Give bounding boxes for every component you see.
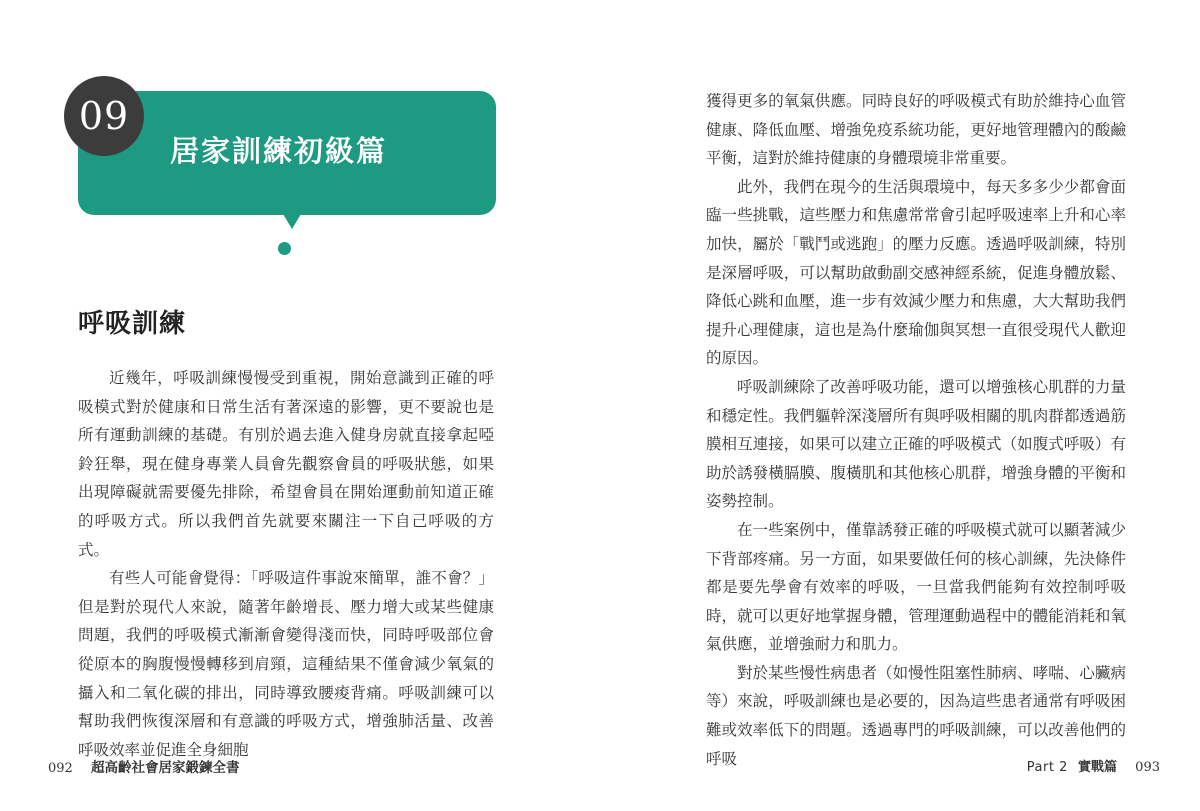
chapter-title: 居家訓練初級篇 — [170, 134, 388, 168]
bubble-dot — [278, 242, 291, 255]
paragraph: 此外，我們在現今的生活與環境中，每天多多少少都會面臨一些挑戰，這些壓力和焦慮常常會引起呼吸速率上升和心率加快，屬於「戰鬥或逃跑」的壓力反應。透過呼吸訓練，特別是深層呼吸，可以幫助啟動副交感神經系統，促進身體放鬆、降低心跳和血壓，進一步有效減少壓力和焦慮，大大幫助我們提升心理健康，這也是為什麼瑜伽與冥想一直很受現代人歡迎的原因。 — [706, 177, 1126, 368]
paragraph: 有些人可能會覺得：「呼吸這件事說來簡單，誰不會？」但是對於現代人來說，隨著年齡增長、壓力增大或某些健康問題，我們的呼吸模式漸漸會變得淺而快，同時呼吸部位會從原本的胸腹慢慢轉移到肩頸，這種結果不僅會減少氧氣的攝入和二氧化碳的排出，同時導致腰痠背痛。呼吸訓練可以幫助我們恢復深層和有意識的呼吸方式，增強肺活量、改善呼吸效率並促進全身細胞 — [78, 569, 494, 759]
right-page-footer — [1027, 756, 1160, 775]
right-page-body — [706, 87, 1126, 773]
book-title: 超高齡社會居家鍛鍊全書 — [90, 760, 240, 776]
left-page-body — [78, 364, 494, 764]
page-number-right: 093 — [1135, 760, 1160, 775]
chapter-badge — [64, 76, 496, 256]
chapter-number-circle — [64, 76, 144, 156]
section-heading: 呼吸訓練 — [78, 309, 187, 339]
part-title: 實戰篇 — [1078, 760, 1118, 775]
paragraph: 對於某些慢性病患者（如慢性阻塞性肺病、哮喘、心臟病等）來說，呼吸訓練也是必要的，因為這些患者通常有呼吸困難或效率低下的問題。透過專門的呼吸訓練，可以改善他們的呼吸 — [706, 663, 1126, 768]
left-page-footer — [48, 756, 239, 776]
paragraph: 在一些案例中，僅靠誘發正確的呼吸模式就可以顯著減少下背部疼痛。另一方面，如果要做任何的核心訓練，先決條件都是要先學會有效率的呼吸，一旦當我們能夠有效控制呼吸時，就可以更好地掌握身體，管理運動過程中的體能消耗和氧氣供應，並增強耐力和肌力。 — [706, 520, 1126, 654]
paragraph: 近幾年，呼吸訓練慢慢受到重視，開始意識到正確的呼吸模式對於健康和日常生活有著深遠的影響，更不要說也是所有運動訓練的基礎。有別於過去進入健身房就直接拿起啞鈴狂舉，現在健身專業人員會先觀察會員的呼吸狀態，如果出現障礙就需要優先排除，希望會員在開始運動前知道正確的呼吸方式。所以我們首先就要來關注一下自己呼吸的方式。 — [78, 369, 494, 559]
chapter-number: 09 — [78, 94, 130, 138]
part-label: Part 2 — [1026, 760, 1068, 775]
page-number-left: 092 — [48, 761, 73, 776]
paragraph: 獲得更多的氧氣供應。同時良好的呼吸模式有助於維持心血管健康、降低血壓、增強免疫系統功能，更好地管理體內的酸鹼平衡，這對於維持健康的身體環境非常重要。 — [706, 92, 1126, 168]
paragraph: 呼吸訓練除了改善呼吸功能，還可以增強核心肌群的力量和穩定性。我們軀幹深淺層所有與呼吸相關的肌肉群都透過筋膜相互連接，如果可以建立正確的呼吸模式（如腹式呼吸）有助於誘發橫膈膜、腹橫肌和其他核心肌群，增強身體的平衡和姿勢控制。 — [706, 377, 1126, 511]
